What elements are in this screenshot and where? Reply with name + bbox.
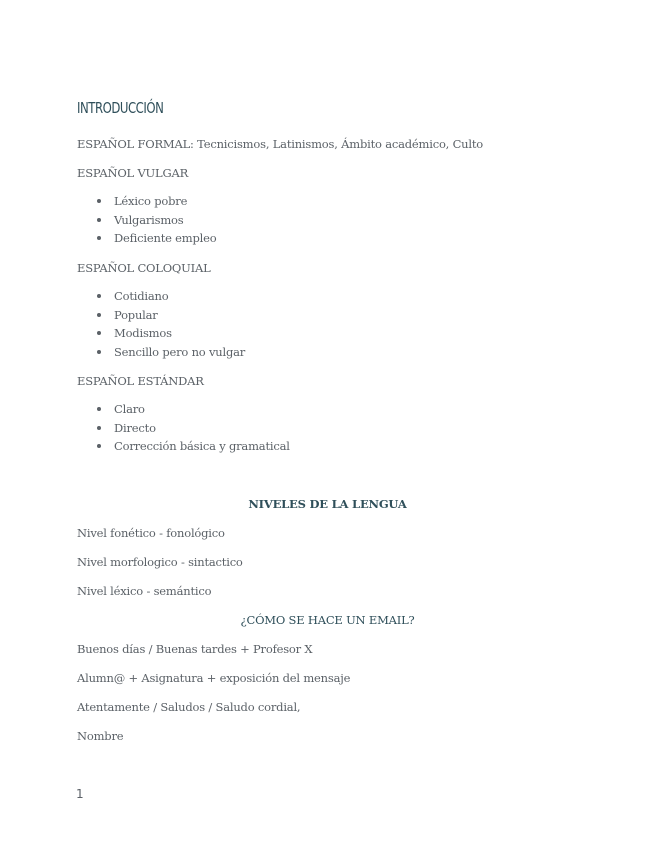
- bullet-list-coloquial: [96, 287, 245, 361]
- list-item: Modismos: [96, 324, 245, 343]
- email-line: Atentamente / Saludos / Saludo cordial,: [77, 700, 301, 714]
- list-item: Sencillo pero no vulgar: [96, 343, 245, 362]
- section-title-coloquial: ESPAÑOL COLOQUIAL: [77, 261, 211, 275]
- email-line: Buenos días / Buenas tardes + Profesor X: [77, 642, 313, 656]
- email-line: Alumn@ + Asignatura + exposición del mensaje: [77, 671, 351, 685]
- section-title-estandar: ESPAÑOL ESTÁNDAR: [77, 374, 204, 388]
- levels-title: NIVELES DE LA LENGUA: [248, 497, 407, 511]
- bullet-list-estandar: [96, 400, 290, 456]
- email-title: ¿CÓMO SE HACE UN EMAIL?: [240, 613, 415, 627]
- page-number: 1: [76, 787, 84, 801]
- list-item: Claro: [96, 400, 290, 419]
- list-item: Popular: [96, 306, 245, 325]
- list-item: Cotidiano: [96, 287, 245, 306]
- list-item: Deficiente empleo: [96, 229, 216, 248]
- list-item: Directo: [96, 419, 290, 438]
- list-item: Vulgarismos: [96, 211, 216, 230]
- formal-spanish-line: ESPAÑOL FORMAL: Tecnicismos, Latinismos, Ámbito académico, Culto: [77, 137, 484, 151]
- page-heading: INTRODUCCIÓN: [77, 99, 164, 117]
- level-line: Nivel fonético - fonológico: [77, 526, 225, 540]
- email-line: Nombre: [77, 729, 124, 743]
- list-item: Corrección básica y gramatical: [96, 437, 290, 456]
- bullet-list-vulgar: [96, 192, 216, 248]
- list-item: Léxico pobre: [96, 192, 216, 211]
- section-title-vulgar: ESPAÑOL VULGAR: [77, 166, 189, 180]
- level-line: Nivel léxico - semántico: [77, 584, 212, 598]
- level-line: Nivel morfologico - sintactico: [77, 555, 243, 569]
